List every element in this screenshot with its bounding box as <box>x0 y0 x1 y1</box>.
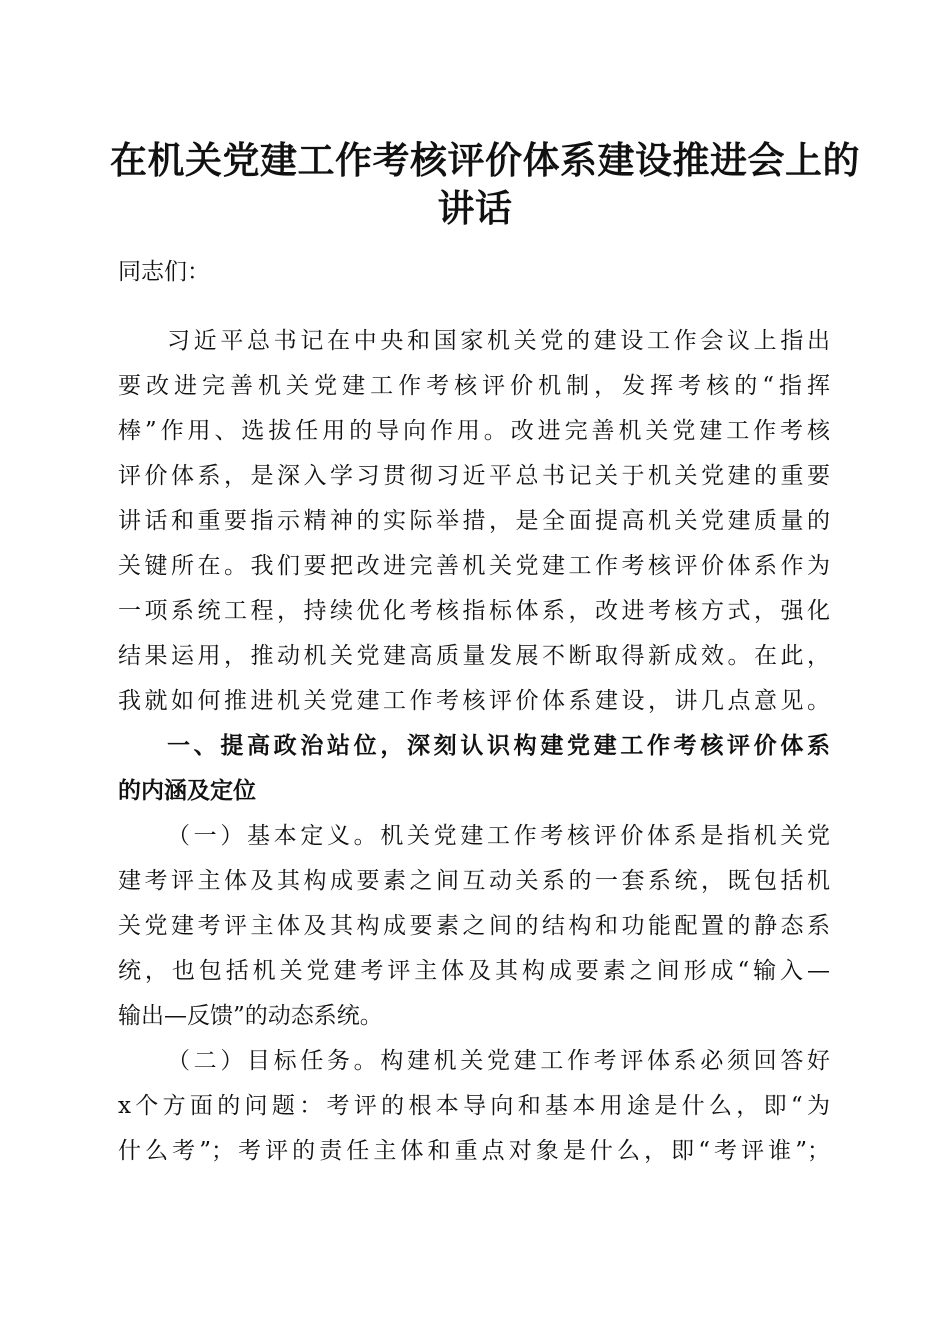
intro-line: 讲话和重要指示精神的实际举措，是全面提高机关党建质量的 <box>118 508 830 534</box>
intro-line: 棒”作用、选拔任用的导向作用。改进完善机关党建工作考核 <box>118 418 830 444</box>
paragraph-line: 建考评主体及其构成要素之间互动关系的一套系统，既包括机 <box>118 868 830 894</box>
intro-line: 我就如何推进机关党建工作考核评价体系建设，讲几点意见。 <box>118 688 830 714</box>
paragraph-line: （一）基本定义。机关党建工作考核评价体系是指机关党 <box>167 823 830 849</box>
document-title-line-2: 讲话 <box>437 186 513 230</box>
section-heading-line: 一、提高政治站位，深刻认识构建党建工作考核评价体系 <box>167 733 830 759</box>
salutation: 同志们： <box>118 259 210 285</box>
intro-line: 关键所在。我们要把改进完善机关党建工作考核评价体系作为 <box>118 553 830 579</box>
paragraph-line: x个方面的问题：考评的根本导向和基本用途是什么，即“为 <box>118 1093 830 1119</box>
paragraph-line: 统，也包括机关党建考评主体及其构成要素之间形成“输入— <box>118 958 830 984</box>
document-title-line-1: 在机关党建工作考核评价体系建设推进会上的 <box>110 138 860 182</box>
paragraph-line: 关党建考评主体及其构成要素之间的结构和功能配置的静态系 <box>118 913 830 939</box>
paragraph-line: 输出—反馈”的动态系统。 <box>118 1003 383 1029</box>
intro-line: 一项系统工程，持续优化考核指标体系，改进考核方式，强化 <box>118 598 830 624</box>
intro-line: 要改进完善机关党建工作考核评价机制，发挥考核的“指挥 <box>118 373 830 399</box>
paragraph-line: （二）目标任务。构建机关党建工作考评体系必须回答好 <box>167 1048 830 1074</box>
intro-line: 评价体系，是深入学习贯彻习近平总书记关于机关党建的重要 <box>118 463 830 489</box>
intro-line: 习近平总书记在中央和国家机关党的建设工作会议上指出 <box>167 328 830 354</box>
paragraph-line: 什么考”；考评的责任主体和重点对象是什么，即“考评谁”； <box>118 1138 830 1164</box>
intro-line: 结果运用，推动机关党建高质量发展不断取得新成效。在此， <box>118 643 830 669</box>
section-heading-line: 的内涵及定位 <box>118 778 256 804</box>
